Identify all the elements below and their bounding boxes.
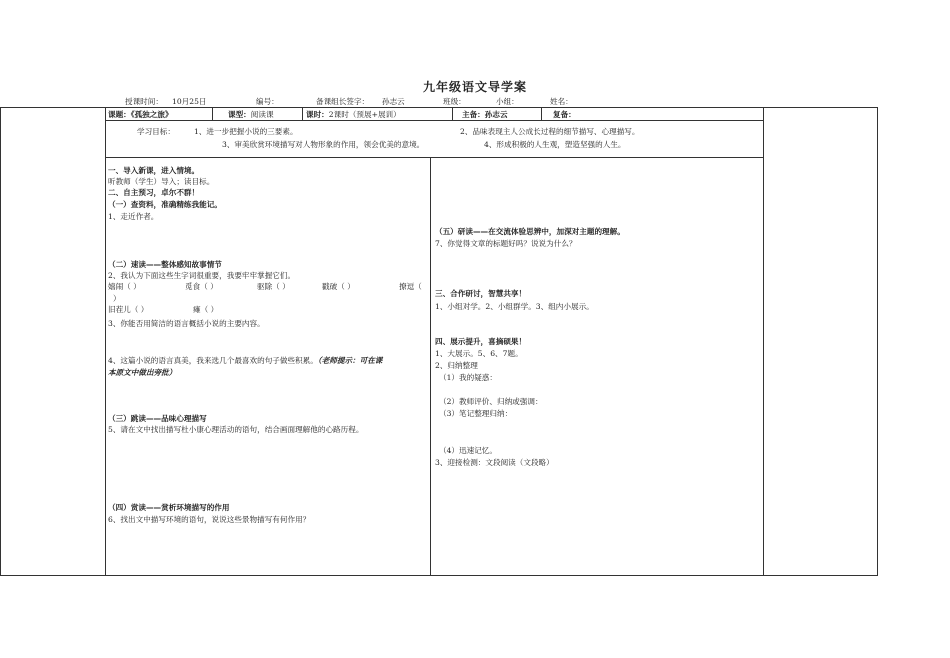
section-2-title: 二、自主预习，卓尔不群！ [108,188,200,197]
type-value: 阅读课 [250,110,274,119]
section-4-line-7: 3、迎接检测：文段阅读（文段略） [435,458,554,467]
review-cell: 复备： [553,110,576,119]
word-5-close: ） [113,294,121,303]
question-4-hint: （老师提示：可在课 [317,356,383,365]
left-margin-divider [105,107,106,576]
signer-label: 备课组长签字： [316,97,370,106]
name-label: 姓名： [550,97,573,106]
section-3-title: 三、合作研讨，智慧共享！ [435,289,527,298]
topic-cell: 课题：《孤独之旅》 [108,110,173,119]
word-2: 觅食（ ） [185,282,218,291]
word-4: 戳破（ ） [322,282,355,291]
type-cell [228,110,274,119]
question-2: 2、我认为下面这些生字词很重要，我要牢牢掌握它们。 [108,271,296,280]
section-2a-line: 1、走近作者。 [108,212,159,221]
goals-row-divider [105,157,764,158]
section-4-line-5: （3）笔记整理归纳： [439,409,513,418]
word-5: 撩逗（ [399,282,422,291]
type-label: 课型： [228,110,251,119]
center-column-divider [430,157,431,576]
hours-value: 2课时（预展+展训） [328,110,401,119]
section-4-line-6: （4）迅速记忆。 [439,446,497,455]
table-bottom-border [0,575,878,576]
question-4-text: 4、这篇小说的语言真美，我来选几个最喜欢的句子做些积累。 [108,356,318,365]
date-value: 10月25日 [172,97,207,106]
goal-2: 2、品味表现主人公成长过程的细节描写、心理描写。 [460,127,640,136]
table-right-border [877,107,878,576]
number-label: 编号： [256,97,279,106]
section-2d-title: （四）赏读——赏析环境描写的作用 [108,503,230,512]
signer-name: 孙志云 [382,97,405,106]
section-1-line: 听教师（学生）导入；读目标。 [108,177,215,186]
section-2a-title: （一）查资料，准确精练我能记。 [108,200,222,209]
class-label: 班级： [443,97,466,106]
word-3: 驱除（ ） [257,282,290,291]
question-4 [108,356,382,365]
document-title: 九年级语文导学案 [422,80,527,94]
word-7: 瘫（ ） [193,305,219,314]
hours-label: 课时： [306,110,329,119]
hours-cell [306,110,401,119]
table-left-border [0,107,1,576]
right-margin-divider [763,107,764,576]
section-4-title: 四、展示提升，喜摘硕果！ [435,337,527,346]
question-7: 7、你觉得文章的标题好吗？说说为什么？ [435,239,577,248]
table-top-border [0,107,878,108]
section-3-line: 1、小组对学。2、小组群学。3、组内小展示。 [435,302,594,311]
section-4-line-4: （2）教师评价、归纳或强调： [439,397,543,406]
word-6: 旧茬儿（ ） [108,305,149,314]
header-row-divider [105,120,764,121]
word-1: 嬉闹（ ） [108,282,141,291]
goal-3: 3、审美欣赏环境描写对人物形象的作用，领会优美的意境。 [222,140,425,149]
goals-label: 学习目标： [137,127,175,136]
header-cell-sep-1 [212,107,213,120]
question-5: 5、请在文中找出描写杜小康心理活动的语句，结合画面理解他的心路历程。 [108,425,364,434]
lead-cell: 主备：孙志云 [462,110,508,119]
header-cell-sep-3 [452,107,453,120]
group-label: 小组： [496,97,519,106]
header-cell-sep-2 [302,107,303,120]
section-2b-title: （二）速读——整体感知故事情节 [108,260,222,269]
section-2c-title: （三）跳读——品味心理描写 [108,414,207,423]
section-4-line-3: （1）我的疑惑： [439,373,497,382]
section-1-title: 一、导入新课，进入情境。 [108,166,200,175]
date-label: 授课时间： [125,97,163,106]
section-4-line-2: 2、归纳整理 [435,361,478,370]
goal-1: 1、进一步把握小说的三要素。 [194,127,298,136]
section-4-line-1: 1、大展示。5、6、7题。 [435,349,523,358]
question-3: 3、你能否用简洁的语言概括小说的主要内容。 [108,319,265,328]
question-6: 6、找出文中描写环境的语句，说说这些景物描写有何作用？ [108,515,311,524]
header-cell-sep-4 [541,107,542,120]
goal-4: 4、形成积极的人生观，塑造坚强的人生。 [484,140,626,149]
question-4-hint-cont: 本原文中做出旁批） [108,368,177,377]
section-5-title: （五）研读——在交流体验思辨中，加深对主题的理解。 [435,227,625,236]
